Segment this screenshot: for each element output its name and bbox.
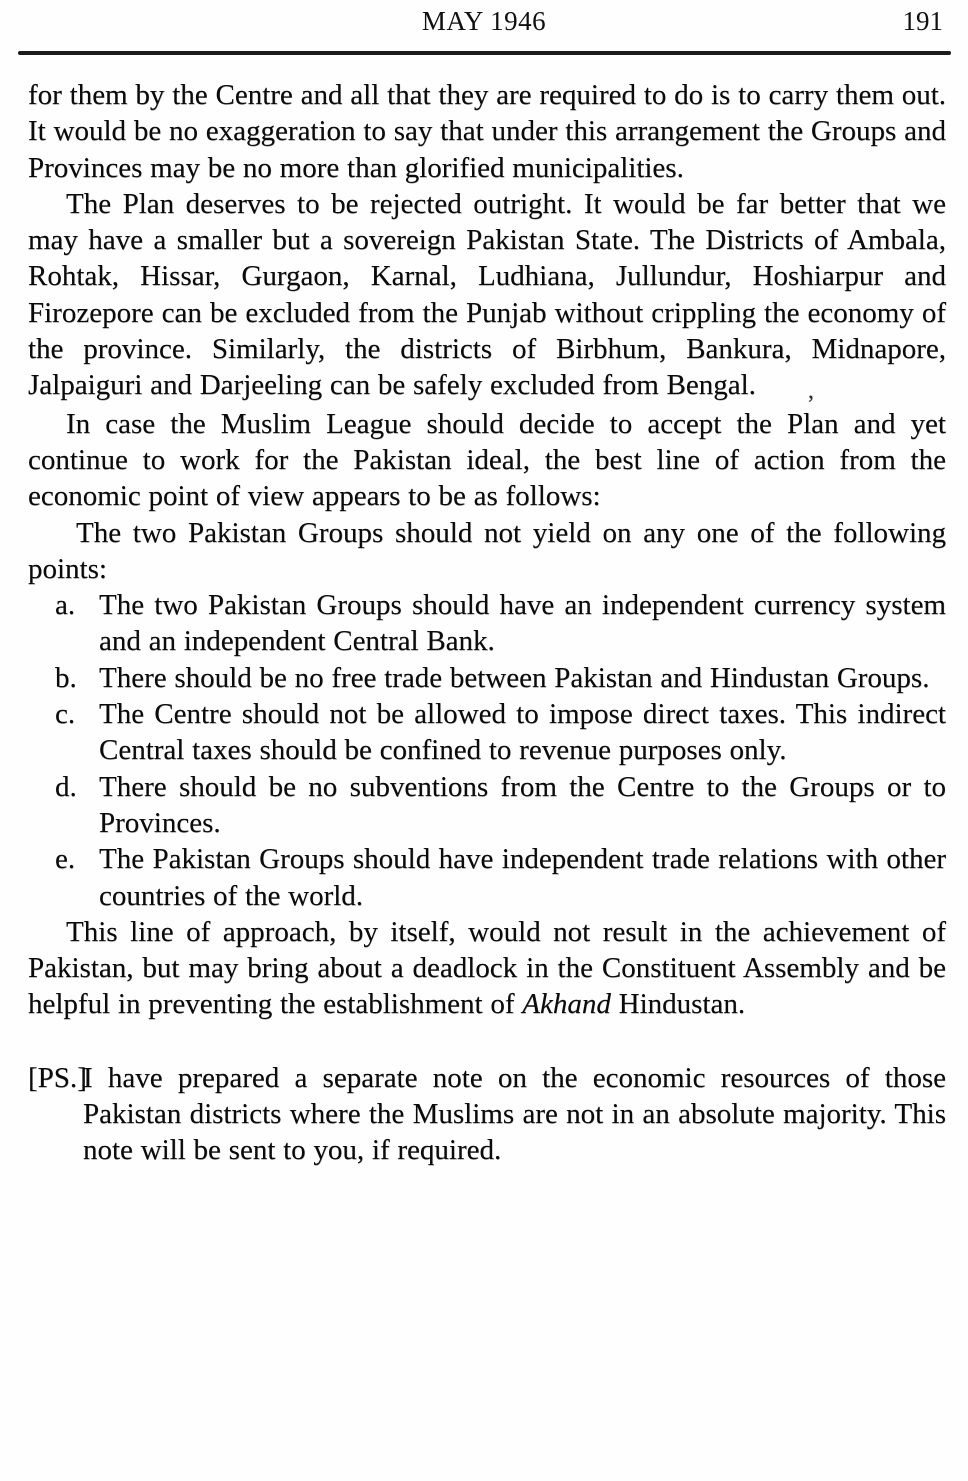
paragraph-muslim-league: In case the Muslim League should decide to accept the Plan and yet continue to work for the Pakistan ideal, the best line of action from the economic point of view appears to be as follows: bbox=[28, 407, 946, 513]
list-item-c bbox=[28, 696, 946, 769]
closing-before-italic: This line of approach, by itself, would not result in the achievement of Pakistan, but may bring about a deadlock in the Constituent Assembly and be helpful in preventing the establishment of bbox=[28, 915, 946, 1021]
list-marker-e: e. bbox=[55, 843, 76, 876]
closing-after-italic: Hindustan. bbox=[610, 988, 746, 1021]
paragraph-two-groups-intro: The two Pakistan Groups should not yield on any one of the following points: bbox=[28, 516, 946, 585]
list-text-c: The Centre should not be allowed to impose direct taxes. This indirect Central taxes should be confined to revenue purposes only. bbox=[99, 698, 946, 767]
paragraph-closing bbox=[28, 914, 946, 1023]
list-text-b: There should be no free trade between Pakistan and Hindustan Groups. bbox=[99, 661, 930, 694]
list-text-e: The Pakistan Groups should have independent trade relations with other countries of the world. bbox=[99, 843, 946, 912]
running-header bbox=[0, 6, 968, 46]
list-marker-a: a. bbox=[55, 589, 76, 622]
list-item-e bbox=[28, 841, 946, 914]
list-marker-b: b. bbox=[55, 661, 77, 694]
list-item-a bbox=[28, 587, 946, 660]
scan-artifact: , bbox=[807, 378, 814, 405]
header-rule bbox=[18, 51, 951, 55]
page-number: 191 bbox=[902, 6, 943, 36]
list-marker-c: c. bbox=[55, 698, 76, 731]
list-text-d: There should be no subventions from the Centre to the Groups or to Provinces. bbox=[99, 770, 946, 839]
paragraph-continuation: for them by the Centre and all that they are required to do is to carry them out. It would be no exaggeration to say that under this arrangement the Groups and Provinces may be no more than glorified municipalities. bbox=[28, 79, 946, 184]
body-text bbox=[28, 77, 946, 1169]
list-marker-d: d. bbox=[55, 770, 77, 803]
postscript-marker: [PS.] bbox=[28, 1061, 87, 1094]
running-title: MAY 1946 bbox=[421, 6, 547, 36]
paragraph-plan-rejection bbox=[28, 186, 946, 406]
postscript bbox=[28, 1060, 946, 1169]
list-item-d bbox=[28, 769, 946, 842]
list-text-a: The two Pakistan Groups should have an independent currency system and an independent Central Bank. bbox=[99, 589, 946, 658]
paragraph-plan-rejection-text: The Plan deserves to be rejected outright. It would be far better that we may have a smaller but a sovereign Pakistan State. The Districts of Ambala, Rohtak, Hissar, Gurgaon, Karnal, Ludhiana, Jullundur, Hoshiarpur and Firozepore can be excluded from the Punjab without crippling the economy of the province. Similarly, the districts of Birbhum, Bankura, Midnapore, Jalpaiguri and Darjeeling can be safely excluded from Bengal. bbox=[28, 187, 946, 402]
postscript-text: I have prepared a separate note on the economic resources of those Pakistan districts where the Muslims are not in an absolute majority. This note will be sent to you, if required. bbox=[83, 1061, 946, 1167]
closing-italic-word: Akhand bbox=[522, 988, 611, 1021]
list-item-b bbox=[28, 660, 946, 696]
